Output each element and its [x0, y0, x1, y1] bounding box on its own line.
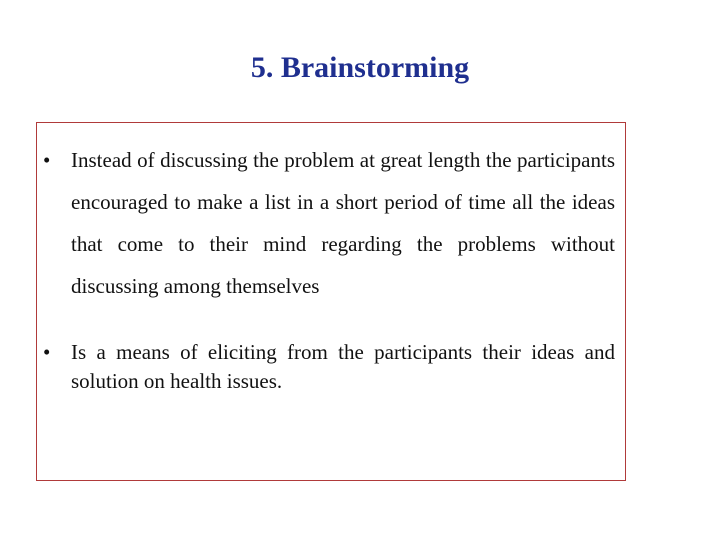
bullet-dot-icon: • — [43, 148, 51, 172]
bullet-item — [43, 338, 615, 396]
bullet-item — [43, 139, 615, 307]
bullet-text: Is a means of eliciting from the participants their ideas and solution on health issues. — [71, 340, 615, 393]
bullet-text: Instead of discussing the problem at great length the participants encouraged to make a list in a short period of time all the ideas that come to their mind regarding the problems without discussing among themselves — [71, 148, 615, 298]
bullet-dot-icon: • — [43, 340, 51, 364]
slide-title: 5. Brainstorming — [250, 51, 470, 84]
content-box — [36, 122, 626, 481]
